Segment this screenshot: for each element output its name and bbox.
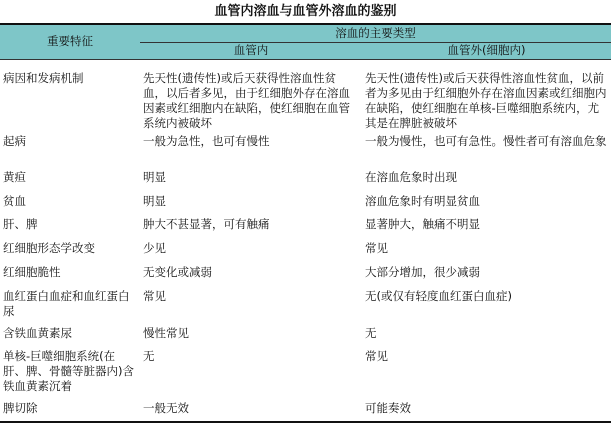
intravascular-cell: 无变化或减弱 [143,264,212,279]
extravascular-cell: 无(或仅有轻度血红蛋白血症) [365,288,512,303]
comparison-table [0,23,611,423]
extravascular-cell: 在溶血危象时出现 [365,169,457,184]
table-row [0,214,611,238]
feature-cell: 含铁血黄素尿 [3,325,72,340]
feature-cell: 起病 [3,133,26,148]
feature-cell: 红细胞形态学改变 [3,240,95,255]
intravascular-cell: 明显 [143,193,166,208]
intravascular-cell: 明显 [143,169,166,184]
header-extravascular: 血管外(细胞内) [362,42,611,59]
feature-cell: 单核-巨噬细胞系统(在肝、脾、骨髓等脏器内)含铁血黄素沉着 [3,348,134,393]
intravascular-cell: 慢性常见 [143,325,189,340]
extravascular-cell: 可能奏效 [362,398,611,422]
feature-cell: 肝、脾 [3,216,38,231]
intravascular-cell: 一般为急性，也可有慢性 [143,133,270,148]
table-row [0,191,611,214]
extravascular-cell: 大部分增加，很少减弱 [365,264,480,279]
extravascular-cell: 无 [365,325,377,340]
intravascular-cell: 少见 [143,240,166,255]
feature-cell: 贫血 [3,193,26,208]
intravascular-cell: 无 [143,348,155,363]
table-row [0,286,611,323]
table-row [0,346,611,398]
extravascular-cell: 一般为慢性，也可有急性。慢性者可有溶血危象 [365,133,607,148]
extravascular-cell: 常见 [365,240,388,255]
table-row [0,323,611,346]
table-row [0,262,611,286]
feature-cell: 血红蛋白血症和血红蛋白尿 [3,288,130,318]
feature-cell: 脾切除 [0,398,140,422]
header-intravascular: 血管内 [140,42,362,59]
feature-cell: 黄疸 [3,169,26,184]
feature-cell: 红细胞脆性 [3,264,61,279]
table-row [0,398,611,422]
header-group: 溶血的主要类型 [140,24,611,42]
intravascular-cell: 一般无效 [140,398,362,422]
intravascular-cell: 常见 [143,288,166,303]
extravascular-cell: 先天性(遗传性)或后天获得性溶血性贫血，以前者为多见由于红细胞外存在溶血因素或红细胞内在缺陷，使红细胞在单核-巨噬细胞系统内，尤其是在脾脏被破坏 [365,70,607,130]
extravascular-cell: 显著肿大，触痛不明显 [365,216,480,231]
table-row [0,167,611,191]
table-row [0,238,611,262]
table-row [0,131,611,167]
intravascular-cell: 先天性(遗传性)或后天获得性溶血性贫血，以后者多见，由于红细胞外存在溶血因素或红细胞内在缺陷，使红细胞在血管系统内被破坏 [143,70,350,130]
intravascular-cell: 肿大不甚显著，可有触痛 [143,216,270,231]
feature-cell: 病因和发病机制 [3,70,84,85]
header-feature: 重要特征 [0,24,140,59]
table-title: 血管内溶血与血管外溶血的鉴别 [214,4,397,19]
extravascular-cell: 常见 [365,348,388,363]
table-row [0,59,611,131]
extravascular-cell: 溶血危象时有明显贫血 [365,193,480,208]
